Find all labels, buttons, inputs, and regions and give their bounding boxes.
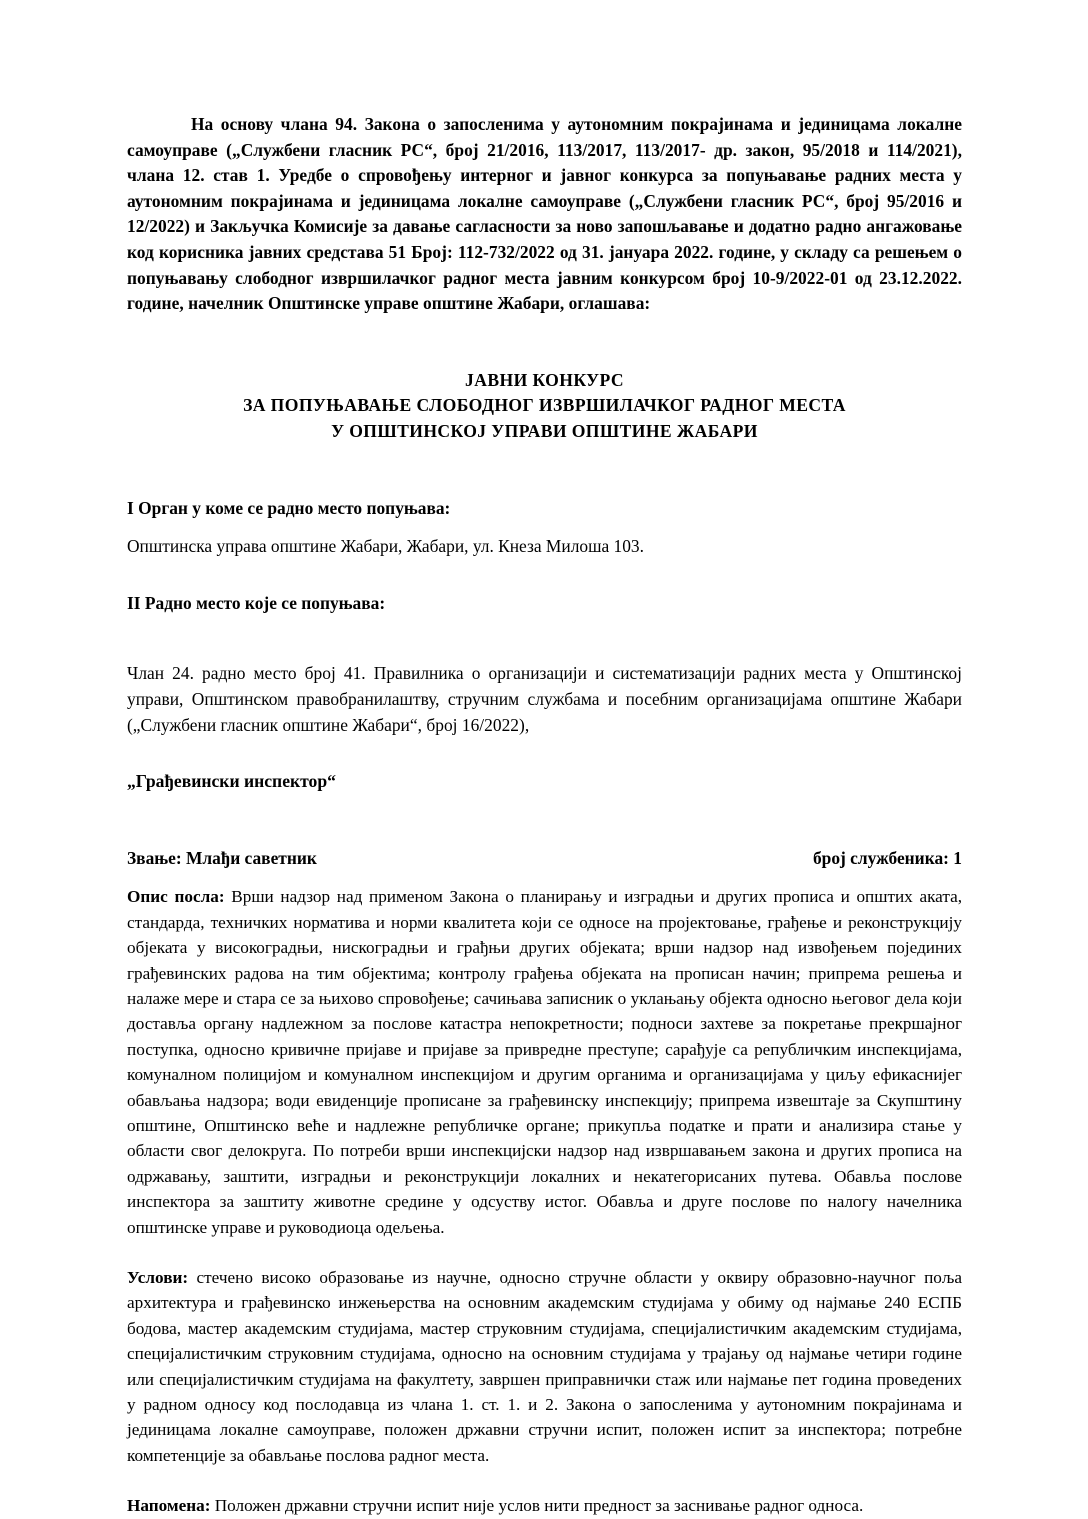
rank-label: Звање: Млађи саветник — [127, 847, 317, 868]
title-line-2: ЗА ПОПУЊАВАЊЕ СЛОБОДНОГ ИЗВРШИЛАЧКОГ РАДНОГ МЕСТА — [243, 395, 846, 416]
spacer-before-title — [127, 317, 962, 368]
spacer-before-description — [127, 871, 962, 884]
intro-paragraph: На основу члана 94. Закона о запосленима у аутономним покрајинама и јединицама локалне самоуправе („Службени гласник РС“, број 21/2016, 113/2017, 113/2017- др. закон, 95/2018 и 114/2021), члана 12. став 1. Уредбе о спровођењу интерног и јавног конкурса за попуњавање радних места у аутономним покрајинама и јединицама локалне самоуправе („Службени гласник РС“, број 95/2016 и 12/2022) и Закључка Комисије за давање сагласности за ново запошљавање и додатно радно ангажовање код корисника јавних средстава 51 Број: 112-732/2022 од 31. јануара 2022. године, у складу са решењем о попуњавању слободног извршилачког радног места јавним конкурсом број 10-9/2022-01 од 23.12.2022. године, начелник Општинске управе општине Жабари, оглашава: — [127, 114, 962, 314]
spacer-after-title — [127, 445, 962, 496]
section-two-heading: II Радно место које се попуњава: — [127, 592, 386, 613]
employee-count-label: број службеника: 1 — [812, 847, 962, 868]
job-description-text: Врши надзор над применом Закона о планирању и изградњи и других прописа и општих аката, стандарда, техничких норматива и норми квалитета који се односе на пројектовање, грађење и реконструкцију објеката у високоградњи, нискоградњи и грађњи других објеката; врши надзор над извођењем појединих грађевинских радова на тим објектима; контролу грађења објеката на прописан начин; припрема решења и налаже мере и стара се за њихово спровођење; сачињава записник о уклањању објекта односно његовог дела који доставља органу надлежном за послове катастра непокретности; подноси захтеве за покретање прекршајног поступка, односно кривичне пријаве и пријаве за привредне преступе; сарађује са републичким инспекцијама, комуналном полицијом и комуналном инспекцијом и другим органима и организацијама у циљу ефикаснијег обављања надзора; води евиденције прописане за грађевинску инспекцију; припрема извештаје за Скупштину општине, Општинско веће и надлежне републичке органе; прикупља податке и прати и анализира стање у области свог делокруга. По потреби врши инспекцијски надзор над извршавањем закона и других прописа на одржавању, заштити, изградњи и реконструкцији локалних и некатегорисаних путева. Обавља послове инспектора за заштиту животне средине у одсуству истог. Обавља и друге послове по налогу начелника општинске управе и руководиоца одељења. — [127, 887, 963, 1237]
requirements-paragraph — [127, 1265, 962, 1468]
note-label: Напомена: — [127, 1496, 211, 1516]
spacer-before-note — [127, 1468, 962, 1493]
spacer-before-rank — [127, 795, 962, 846]
rank-and-count-row — [127, 846, 962, 872]
requirements-text: стечено високо образовање из научне, односно стручне области у оквиру образовно-научног поља архитектура и грађевинско инжењерства на основним академским студијама у обиму од најмање 240 ЕСПБ бодова, мастер академским студијама, мастер струковним студијама, специјалистичким академским студијама, специјалистичким струковним студијама, односно на основним студијама у трајању од најмање четири године или специјалистичким студијама на факултету, завршен приправнички стаж или најмање пет година проведених у радном односу код послодавца из члана 1. ст. 1. и 2. Закона о запосленима у аутономним покрајинама и јединицама локалне самоуправе, положен државни стручни испит, положен испит за инспектора; потребне компетенције за обављање послова радног места. — [127, 1267, 962, 1465]
document-body — [127, 112, 962, 1519]
note-paragraph — [127, 1493, 962, 1518]
section-one-body: Општинска управа општине Жабари, Жабари, ул. Кнеза Милоша 103. — [127, 536, 644, 557]
announcement-title — [127, 368, 962, 445]
title-line-3: У ОПШТИНСКОЈ УПРАВИ ОПШТИНЕ ЖАБАРИ — [331, 420, 758, 441]
spacer-section-two — [127, 616, 962, 661]
requirements-label: Услови: — [127, 1267, 189, 1287]
note-text: Положен државни стручни испит није услов нити предност за заснивање радног односа. — [210, 1496, 864, 1516]
spacer-before-job-title — [127, 738, 962, 769]
section-one-heading: I Орган у коме се радно место попуњава: — [127, 497, 451, 518]
title-line-1: ЈАВНИ КОНКУРС — [465, 369, 624, 390]
spacer-section-one — [127, 521, 962, 534]
spacer-before-requirements — [127, 1240, 962, 1265]
job-position-title: „Грађевински инспектор“ — [127, 771, 336, 792]
job-description-label: Опис посла: — [127, 887, 225, 907]
section-two-body: Члан 24. радно место број 41. Правилника о организацији и систематизацији радних места у Општинској управи, Општинском правобранилаштву, стручним службама и посебним организацијама општине Жабари („Службени гласник општине Жабари“, број 16/2022), — [127, 663, 962, 735]
job-description-paragraph — [127, 884, 962, 1240]
spacer-before-section-two — [127, 560, 962, 591]
